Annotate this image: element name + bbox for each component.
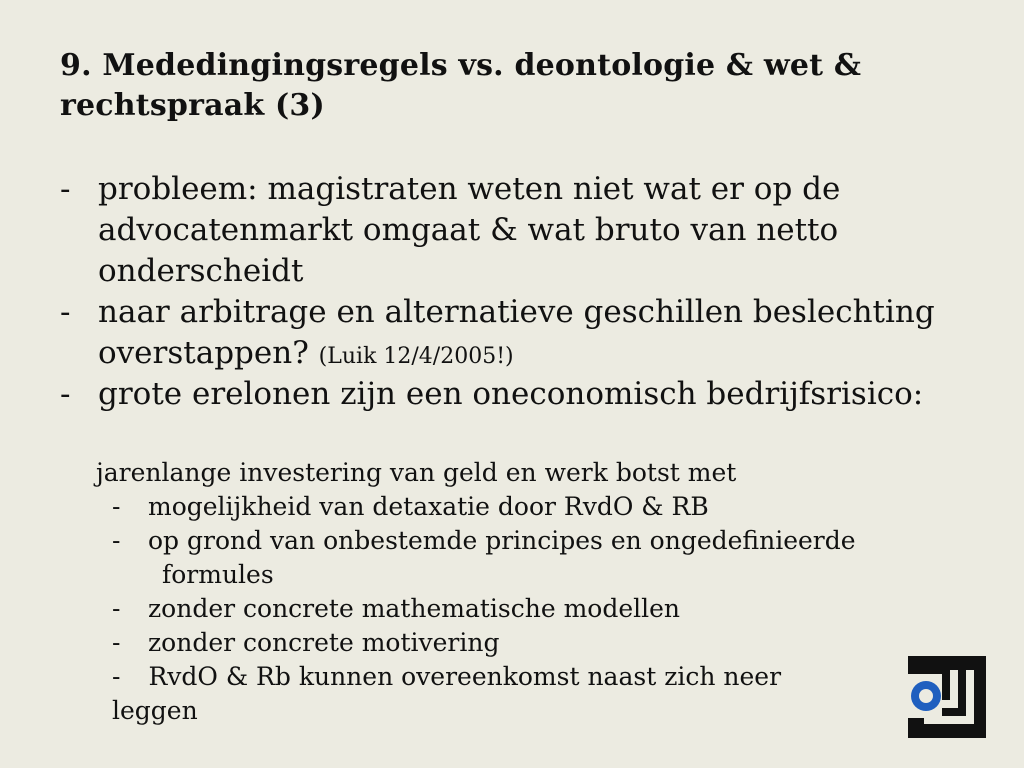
sub-bullet-text: RvdO & Rb kunnen overeenkomst naast zich neer leggen [112, 662, 782, 725]
sub-bullet-marker: - [112, 594, 121, 623]
sub-bullet-text: mogelijkheid van detaxatie door RvdO & RB [148, 492, 709, 521]
institution-logo-icon [908, 656, 986, 738]
bullet-text-wrap [98, 292, 940, 377]
bullet-text: grote erelonen zijn een oneconomisch bedrijfsrisico: [98, 376, 924, 412]
bullet-item [60, 292, 940, 377]
bullet-item [60, 374, 940, 415]
sub-bullet-item [112, 592, 972, 626]
bullet-marker: - [60, 294, 71, 330]
sub-bullet-item [112, 626, 972, 660]
sub-bullet-text: op grond van onbestemde principes en ongedefinieerde [148, 526, 856, 555]
bullet-note: (Luik 12/4/2005!) [318, 344, 514, 369]
bullet-marker: - [60, 171, 71, 207]
bullet-item [60, 169, 940, 292]
sub-bullet-marker: - [112, 526, 121, 555]
bullet-text: naar arbitrage en alternatieve geschillen beslechting overstappen? [98, 294, 935, 371]
bullet-text: probleem: magistraten weten niet wat er op de advocatenmarkt omgaat & wat bruto van netto onderscheidt [98, 171, 841, 289]
sub-intro: jarenlange investering van geld en werk botst met [96, 458, 737, 487]
sub-bullet-text: zonder concrete mathematische modellen [148, 594, 681, 623]
sub-bullet-continuation: formules [162, 560, 274, 589]
sub-bullet-text: zonder concrete motivering [148, 628, 500, 657]
bullet-marker: - [60, 376, 71, 412]
sub-bullet-marker: - [112, 662, 121, 691]
sub-bullet-item [112, 524, 972, 592]
sub-bullet-item [112, 660, 872, 728]
sub-bullet-marker: - [112, 628, 121, 657]
slide-title: 9. Mededingingsregels vs. deontologie & wet & rechtspraak (3) [60, 48, 862, 123]
sub-bullet-item [112, 490, 972, 524]
sub-bullet-marker: - [112, 492, 121, 521]
